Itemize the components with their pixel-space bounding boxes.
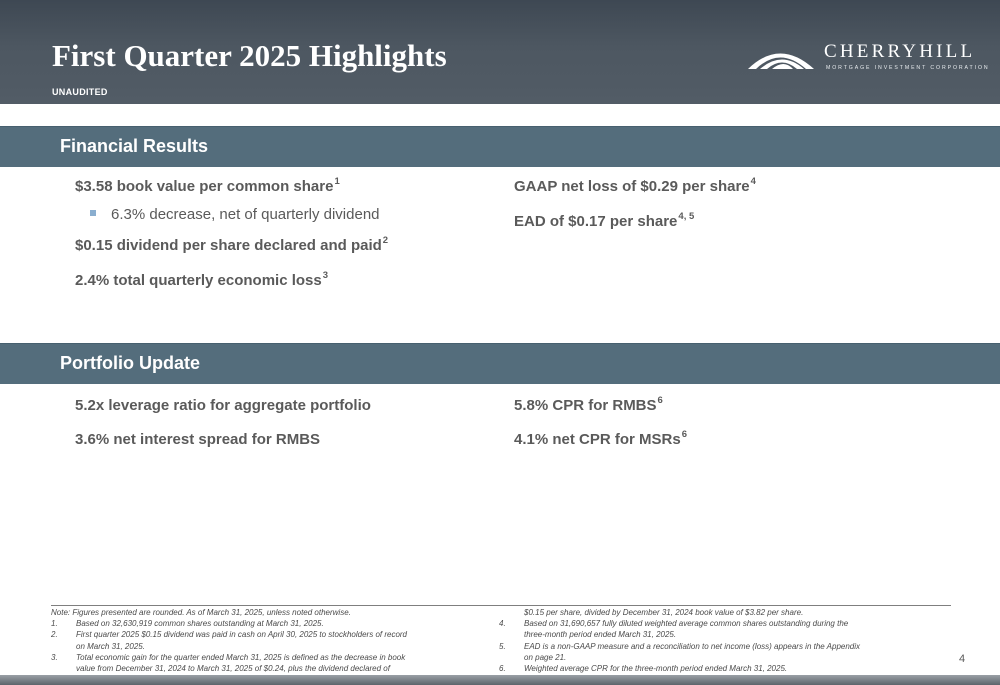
footnote-line: on page 21.	[524, 652, 567, 662]
footnote-line: on March 31, 2025.	[76, 641, 145, 651]
footnote-line: 6. Weighted average CPR for the three-month period ended March 31, 2025.	[499, 664, 788, 674]
logo-tagline: MORTGAGE INVESTMENT CORPORATION	[826, 65, 990, 71]
leverage-ratio-item: 5.2x leverage ratio for aggregate portfolio	[75, 397, 371, 414]
book-value-sub-item: 6.3% decrease, net of quarterly dividend	[111, 206, 380, 223]
portfolio-update-heading: Portfolio Update	[60, 353, 200, 373]
footnote-line: 2. First quarter 2025 $0.15 dividend was paid in cash on April 30, 2025 to stockholders of record	[51, 630, 408, 640]
footnotes-right	[499, 607, 951, 674]
footnote-line: value from December 31, 2024 to March 31, 2025 of $0.24, plus the dividend declared of	[76, 664, 390, 674]
ead-item: EAD of $0.17 per share$^{4, 5}$	[514, 211, 695, 230]
gaap-net-loss-item: GAAP net loss of $0.29 per share$^4$	[514, 176, 756, 195]
portfolio-update-band	[0, 343, 1000, 384]
slide-header	[0, 0, 1000, 104]
dividend-item: $0.15 dividend per share declared and paid$^2$	[75, 235, 389, 254]
footnote-line: 4. Based on 31,690,657 fully diluted weighted average common shares outstanding during the	[499, 619, 849, 629]
roof-arcs-icon	[746, 42, 816, 70]
financial-results-heading: Financial Results	[60, 136, 209, 156]
unaudited-label: UNAUDITED	[52, 87, 108, 97]
cpr-rmbs-item: 5.8% CPR for RMBS$^6$	[514, 395, 663, 414]
slide-title: First Quarter 2025 Highlights	[52, 38, 447, 73]
footnote-line: 1. Based on 32,630,919 common shares outstanding at March 31, 2025.	[51, 619, 324, 629]
page-number: 4	[959, 653, 966, 665]
footnote-divider	[51, 605, 951, 606]
economic-loss-item: 2.4% total quarterly economic loss$^3$	[75, 270, 329, 289]
footnote-line: three-month period ended March 31, 2025.	[524, 630, 677, 640]
bottom-bar	[0, 675, 1000, 685]
square-bullet-icon	[90, 210, 96, 216]
footnote-line: $0.15 per share, divided by December 31, 2024 book value of $3.82 per share.	[524, 608, 804, 617]
footnote-line: 5. EAD is a non-GAAP measure and a reconciliation to net income (loss) appears in the Appendix	[499, 641, 861, 651]
book-value-item: $3.58 book value per common share$^1$	[75, 176, 340, 195]
footnote-line: 3. Total economic gain for the quarter ended March 31, 2025 is defined as the decrease in book	[51, 652, 406, 662]
footnote-note: Note: Figures presented are rounded. As of March 31, 2025, unless noted otherwise.	[51, 608, 351, 617]
footnotes-left	[51, 607, 499, 674]
financial-results-band	[0, 126, 1000, 167]
net-cpr-msrs-item: 4.1% net CPR for MSRs$^6$	[514, 429, 687, 448]
net-interest-spread-item: 3.6% net interest spread for RMBS	[75, 431, 321, 448]
cherry-hill-logo	[746, 40, 996, 74]
logo-wordmark: CHERRYHILL	[824, 41, 976, 62]
